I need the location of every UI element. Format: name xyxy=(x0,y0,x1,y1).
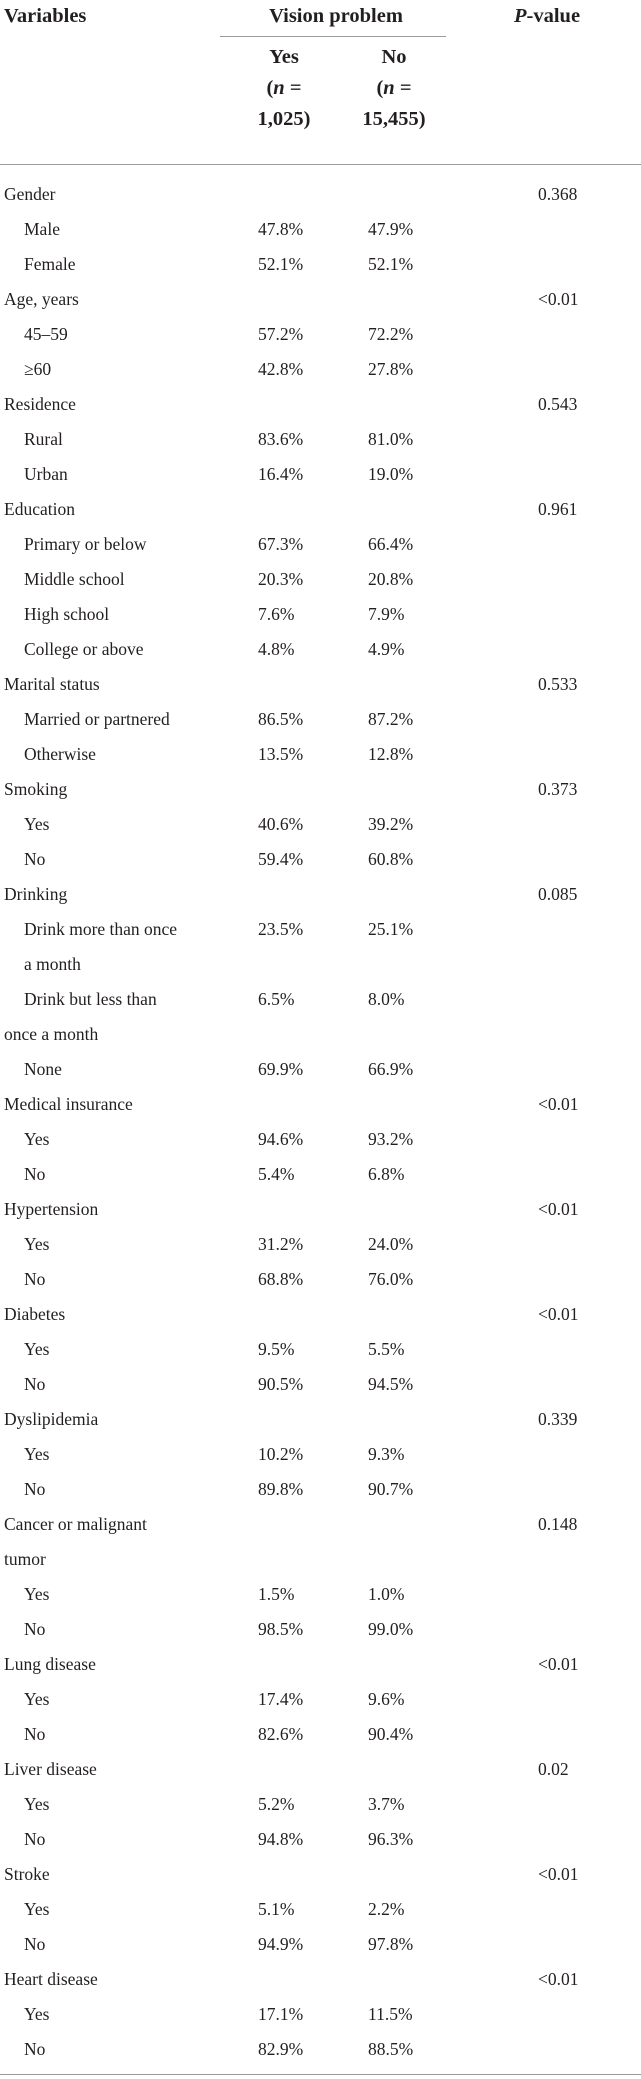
table-row xyxy=(0,1297,641,1332)
cell-yes: 6.5% xyxy=(258,989,295,1009)
cell-p-value: 0.373 xyxy=(538,779,578,799)
cell-yes: 4.8% xyxy=(258,639,295,659)
row-sublabel: Rural xyxy=(24,429,63,449)
row-sublabel: Drink but less than xyxy=(24,989,157,1009)
header-variables: Variables xyxy=(4,5,87,27)
table-row xyxy=(0,282,641,317)
row-sublabel: Yes xyxy=(24,1339,50,1359)
cell-no: 2.2% xyxy=(368,1899,405,1919)
header-no-n: (n = xyxy=(376,77,412,99)
row-sublabel: High school xyxy=(24,604,110,624)
cell-yes: 20.3% xyxy=(258,569,304,589)
row-sublabel: ≥60 xyxy=(24,359,52,379)
table-row xyxy=(0,1647,641,1682)
cell-no: 66.9% xyxy=(368,1059,414,1079)
cell-no: 3.7% xyxy=(368,1794,405,1814)
table-row xyxy=(0,1857,641,1892)
row-sublabel: No xyxy=(24,1829,46,1849)
row-label: Heart disease xyxy=(4,1969,98,1989)
cell-no: 66.4% xyxy=(368,534,414,554)
cell-no: 87.2% xyxy=(368,709,414,729)
table-row xyxy=(0,597,641,632)
table-row xyxy=(0,1962,641,1997)
row-sublabel: Yes xyxy=(24,1444,50,1464)
table-row xyxy=(0,982,641,1017)
table-row xyxy=(0,667,641,702)
cell-no: 60.8% xyxy=(368,849,414,869)
row-label: Age, years xyxy=(4,289,79,309)
row-sublabel: Yes xyxy=(24,1129,50,1149)
table-row xyxy=(0,212,641,247)
cell-yes: 5.4% xyxy=(258,1164,295,1184)
cell-no: 39.2% xyxy=(368,814,414,834)
cell-yes: 10.2% xyxy=(258,1444,304,1464)
table-row xyxy=(0,1507,641,1542)
table-row xyxy=(0,1192,641,1227)
row-sublabel: Male xyxy=(24,219,60,239)
header-vision-problem: Vision problem xyxy=(269,5,403,27)
cell-no: 25.1% xyxy=(368,919,414,939)
row-label: Liver disease xyxy=(4,1759,97,1779)
row-sublabel: No xyxy=(24,1164,46,1184)
cell-no: 94.5% xyxy=(368,1374,414,1394)
row-sublabel: No xyxy=(24,1374,46,1394)
cell-p-value: 0.339 xyxy=(538,1409,578,1429)
cell-p-value: 0.368 xyxy=(538,184,578,204)
cell-no: 88.5% xyxy=(368,2039,414,2059)
cell-yes: 5.2% xyxy=(258,1794,295,1814)
cell-p-value: <0.01 xyxy=(538,1304,579,1324)
table-row xyxy=(0,1052,641,1087)
table-row xyxy=(0,702,641,737)
cell-no: 9.3% xyxy=(368,1444,405,1464)
table-row xyxy=(0,1927,641,1962)
row-label: Hypertension xyxy=(4,1199,99,1219)
row-sublabel: No xyxy=(24,1619,46,1639)
cell-yes: 7.6% xyxy=(258,604,295,624)
row-label: Residence xyxy=(4,394,76,414)
cell-yes: 59.4% xyxy=(258,849,304,869)
row-sublabel: Primary or below xyxy=(24,534,147,554)
cell-p-value: <0.01 xyxy=(538,1969,579,1989)
cell-p-value: <0.01 xyxy=(538,1199,579,1219)
table-row xyxy=(0,1822,641,1857)
cell-yes: 83.6% xyxy=(258,429,304,449)
row-sublabel: No xyxy=(24,1479,46,1499)
cell-no: 9.6% xyxy=(368,1689,405,1709)
table-row xyxy=(0,912,641,947)
row-label: Drinking xyxy=(4,884,68,904)
row-sublabel: Yes xyxy=(24,814,50,834)
table-row xyxy=(0,1997,641,2032)
cell-p-value: 0.961 xyxy=(538,499,578,519)
row-label: Marital status xyxy=(4,674,100,694)
cell-yes: 57.2% xyxy=(258,324,304,344)
cell-no: 96.3% xyxy=(368,1829,414,1849)
header-p-rest: -value xyxy=(526,5,581,27)
row-sublabel: Yes xyxy=(24,1584,50,1604)
row-sublabel: Otherwise xyxy=(24,744,96,764)
table-row xyxy=(0,772,641,807)
cell-yes: 17.1% xyxy=(258,2004,304,2024)
header-no-label: No xyxy=(381,46,407,68)
table-row xyxy=(0,1227,641,1262)
row-sublabel: No xyxy=(24,849,46,869)
cell-yes: 17.4% xyxy=(258,1689,304,1709)
cell-p-value: 0.148 xyxy=(538,1514,578,1534)
header-no xyxy=(344,42,444,135)
row-sublabel: None xyxy=(24,1059,62,1079)
row-sublabel: No xyxy=(24,1934,46,1954)
row-label: Stroke xyxy=(4,1864,50,1884)
row-label: Education xyxy=(4,499,75,519)
cell-no: 93.2% xyxy=(368,1129,414,1149)
cell-yes: 13.5% xyxy=(258,744,304,764)
cell-no: 8.0% xyxy=(368,989,405,1009)
cell-no: 5.5% xyxy=(368,1339,405,1359)
cell-no: 4.9% xyxy=(368,639,405,659)
cell-yes: 5.1% xyxy=(258,1899,295,1919)
cell-no: 7.9% xyxy=(368,604,405,624)
cell-yes: 68.8% xyxy=(258,1269,304,1289)
header-rule xyxy=(0,164,641,165)
cell-no: 52.1% xyxy=(368,254,414,274)
table-row xyxy=(0,422,641,457)
header-no-count: 15,455) xyxy=(362,108,426,130)
row-sublabel: a month xyxy=(24,954,81,974)
row-sublabel: 45–59 xyxy=(24,324,68,344)
cell-no: 27.8% xyxy=(368,359,414,379)
cell-no: 24.0% xyxy=(368,1234,414,1254)
row-sublabel: Yes xyxy=(24,2004,50,2024)
table-row xyxy=(0,1262,641,1297)
group-rule xyxy=(220,36,446,37)
table-row xyxy=(0,492,641,527)
cell-yes: 89.8% xyxy=(258,1479,304,1499)
cell-p-value: 0.02 xyxy=(538,1759,569,1779)
table-row xyxy=(0,2032,641,2067)
cell-no: 1.0% xyxy=(368,1584,405,1604)
row-label: Diabetes xyxy=(4,1304,66,1324)
table-row xyxy=(0,177,641,212)
table-row xyxy=(0,1787,641,1822)
table-row xyxy=(0,1717,641,1752)
cell-no: 81.0% xyxy=(368,429,414,449)
row-sublabel: once a month xyxy=(4,1024,99,1044)
table-row xyxy=(0,387,641,422)
header-p-italic: P xyxy=(514,5,527,27)
cell-yes: 94.8% xyxy=(258,1829,304,1849)
cell-p-value: 0.533 xyxy=(538,674,578,694)
cell-yes: 31.2% xyxy=(258,1234,304,1254)
table-row xyxy=(0,1402,641,1437)
cell-yes: 90.5% xyxy=(258,1374,304,1394)
cell-no: 19.0% xyxy=(368,464,414,484)
cell-no: 12.8% xyxy=(368,744,414,764)
row-label: tumor xyxy=(4,1549,46,1569)
row-sublabel: Urban xyxy=(24,464,68,484)
row-sublabel: No xyxy=(24,1724,46,1744)
header-yes-label: Yes xyxy=(269,46,299,68)
row-label: Cancer or malignant xyxy=(4,1514,147,1534)
table-row xyxy=(0,1542,641,1577)
row-sublabel: Female xyxy=(24,254,76,274)
cell-no: 99.0% xyxy=(368,1619,414,1639)
table-row xyxy=(0,247,641,282)
cell-yes: 47.8% xyxy=(258,219,304,239)
row-label: Medical insurance xyxy=(4,1094,133,1114)
row-sublabel: Married or partnered xyxy=(24,709,170,729)
cell-p-value: <0.01 xyxy=(538,1864,579,1884)
header-p-value xyxy=(514,6,580,27)
cell-yes: 9.5% xyxy=(258,1339,295,1359)
table-row xyxy=(0,737,641,772)
cell-yes: 40.6% xyxy=(258,814,304,834)
cell-yes: 69.9% xyxy=(258,1059,304,1079)
row-label: Dyslipidemia xyxy=(4,1409,99,1429)
table-row xyxy=(0,1752,641,1787)
table-row xyxy=(0,842,641,877)
table-row xyxy=(0,1437,641,1472)
table-row xyxy=(0,457,641,492)
table-row xyxy=(0,1612,641,1647)
bottom-rule xyxy=(0,2074,641,2075)
cell-yes: 82.6% xyxy=(258,1724,304,1744)
table-row xyxy=(0,1472,641,1507)
table-row xyxy=(0,1367,641,1402)
cell-p-value: <0.01 xyxy=(538,1654,579,1674)
row-label: Gender xyxy=(4,184,56,204)
row-sublabel: Yes xyxy=(24,1899,50,1919)
cell-no: 47.9% xyxy=(368,219,414,239)
cell-yes: 98.5% xyxy=(258,1619,304,1639)
table-row xyxy=(0,527,641,562)
row-sublabel: Middle school xyxy=(24,569,125,589)
cell-no: 6.8% xyxy=(368,1164,405,1184)
table-row xyxy=(0,1682,641,1717)
cell-no: 90.4% xyxy=(368,1724,414,1744)
row-sublabel: No xyxy=(24,2039,46,2059)
table-row xyxy=(0,632,641,667)
row-sublabel: Yes xyxy=(24,1234,50,1254)
table-row xyxy=(0,1157,641,1192)
cell-p-value: <0.01 xyxy=(538,289,579,309)
table-row xyxy=(0,1892,641,1927)
row-sublabel: Yes xyxy=(24,1689,50,1709)
header-yes xyxy=(234,42,334,135)
table-row xyxy=(0,947,641,982)
table-row xyxy=(0,1017,641,1052)
row-sublabel: No xyxy=(24,1269,46,1289)
row-sublabel: College or above xyxy=(24,639,144,659)
row-label: Lung disease xyxy=(4,1654,96,1674)
cell-yes: 52.1% xyxy=(258,254,304,274)
cell-yes: 94.9% xyxy=(258,1934,304,1954)
cell-no: 90.7% xyxy=(368,1479,414,1499)
table-row xyxy=(0,1577,641,1612)
cell-p-value: 0.085 xyxy=(538,884,578,904)
cell-yes: 67.3% xyxy=(258,534,304,554)
table-row xyxy=(0,877,641,912)
row-sublabel: Drink more than once xyxy=(24,919,178,939)
cell-no: 11.5% xyxy=(368,2004,413,2024)
cell-yes: 23.5% xyxy=(258,919,304,939)
table-row xyxy=(0,1087,641,1122)
table-row xyxy=(0,562,641,597)
cell-yes: 82.9% xyxy=(258,2039,304,2059)
table-row xyxy=(0,1332,641,1367)
row-label: Smoking xyxy=(4,779,68,799)
table-row xyxy=(0,352,641,387)
cell-yes: 16.4% xyxy=(258,464,304,484)
cell-yes: 94.6% xyxy=(258,1129,304,1149)
cell-no: 76.0% xyxy=(368,1269,414,1289)
header-yes-n: (n = xyxy=(266,77,302,99)
table-row xyxy=(0,317,641,352)
table-row xyxy=(0,1122,641,1157)
cell-no: 72.2% xyxy=(368,324,414,344)
table-row xyxy=(0,807,641,842)
cell-p-value: <0.01 xyxy=(538,1094,579,1114)
header-yes-count: 1,025) xyxy=(257,108,311,130)
cell-p-value: 0.543 xyxy=(538,394,578,414)
cell-yes: 86.5% xyxy=(258,709,304,729)
cell-no: 20.8% xyxy=(368,569,414,589)
row-sublabel: Yes xyxy=(24,1794,50,1814)
cell-yes: 1.5% xyxy=(258,1584,295,1604)
cell-no: 97.8% xyxy=(368,1934,414,1954)
cell-yes: 42.8% xyxy=(258,359,304,379)
